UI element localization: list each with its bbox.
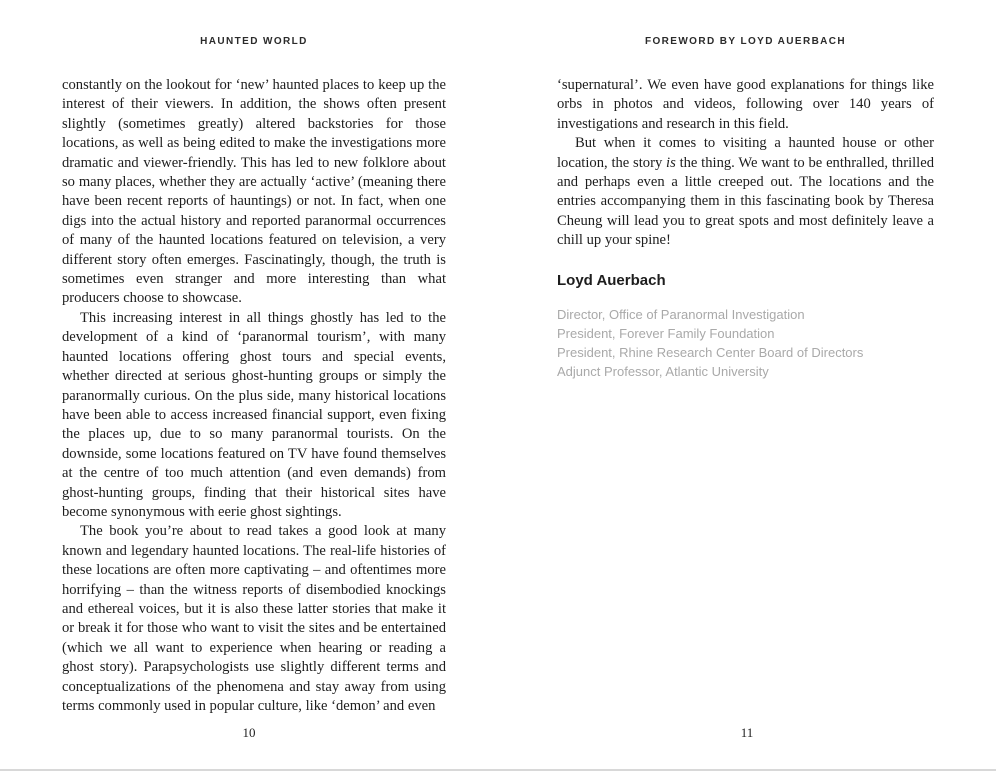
credential-line: Adjunct Professor, Atlantic University (557, 363, 769, 379)
text-column-right (498, 36, 996, 381)
credential-line: President, Forever Family Foundation (557, 325, 775, 341)
paragraph-text: the thing. We want to be enthralled, thrilled and perhaps even a little creeped out. The locations and the entries accompanying them in this fascinating book by Theresa Cheung will lead you to great spots and most definitely leave a chill up your spine! (557, 154, 935, 249)
running-header-left: HAUNTED WORLD (200, 36, 308, 47)
credential-line: Director, Office of Paranormal Investigation (557, 306, 805, 322)
paragraph-text: But when it comes to visiting a haunted house or other location, the story (557, 135, 934, 171)
page-number-left: 10 (242, 725, 256, 740)
paragraph-italic-word: is (666, 154, 676, 171)
credential-line: President, Rhine Research Center Board of Directors (557, 344, 864, 360)
text-column-left (0, 36, 498, 716)
body-paragraph: ‘supernatural’. We even have good explanations for things like orbs in photos and videos, following over 140 years of investigations and research in this field. (557, 77, 934, 132)
body-paragraph: constantly on the lookout for ‘new’ haunted places to keep up the interest of their viewers. In addition, the shows often present slightly (sometimes greatly) altered backstories for those locations, as well as being edited to make the investigations more dramatic and viewer-friendly. This has led to new folklore about so many places, whether they are actually ‘active’ (meaning there have been recent reports of hauntings) or not. In fact, when one digs into the actual history and reported paranormal occurrences of many of the haunted locations featured on television, a very different story often emerges. Fascinatingly, though, the truth is sometimes even stranger and more interesting than what producers choose to showcase. (62, 77, 446, 307)
page-number-right: 11 (740, 725, 754, 740)
author-credentials (557, 305, 934, 381)
page-right (498, 0, 996, 769)
page-left (0, 0, 498, 769)
body-paragraph: The book you’re about to read takes a good look at many known and legendary haunted locations. The real-life histories of these locations are often more captivating – and oftentimes more horrifying – than the witness reports of disembodied knockings and ethereal voices, but it is also these latter stories that make it or break it for those who want to visit the sites and be entertained (which we all want to experience when hearing or reading a ghost story). Parapsychologists use slightly different terms and conceptualizations of the phenomena and stay away from using terms commonly used in popular culture, like ‘demon’ and even (62, 523, 446, 714)
body-paragraph: This increasing interest in all things ghostly has led to the development of a kind of ‘paranormal tourism’, with many haunted locations offering ghost tours and special events, whether directed at serious ghost-hunting groups or simply the paranormally curious. On the plus side, many historical locations have been able to access increased financial support, even fixing the places up, due to so many paranormal tourists. On the downside, some locations featured on TV have found themselves at the centre of too much attention (and even demands) from ghost-hunting groups, finding that their historical sites have become synonymous with eerie ghost sightings. (62, 309, 446, 520)
running-header-right: FOREWORD BY LOYD AUERBACH (644, 36, 847, 47)
body-paragraph (557, 134, 934, 250)
author-signature: Loyd Auerbach (557, 271, 666, 289)
